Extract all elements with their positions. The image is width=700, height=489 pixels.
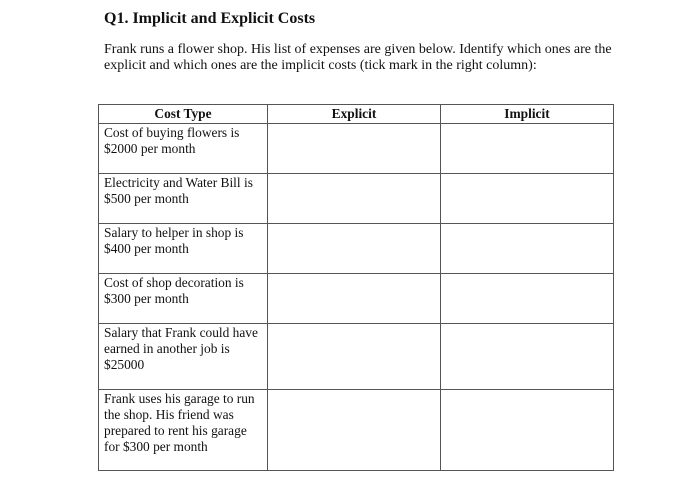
- implicit-tick-cell[interactable]: [441, 324, 614, 390]
- implicit-tick-cell[interactable]: [441, 174, 614, 224]
- cost-type-cell: Frank uses his garage to run the shop. His friend was prepared to rent his garage for $300 per month: [99, 390, 268, 471]
- table-row: [99, 124, 614, 174]
- explicit-tick-cell[interactable]: [268, 324, 441, 390]
- implicit-tick-cell[interactable]: [441, 274, 614, 324]
- question-title: Q1. Implicit and Explicit Costs: [104, 10, 316, 27]
- table-header-row: [99, 105, 614, 124]
- table-row: [99, 324, 614, 390]
- cost-type-cell: Cost of shop decoration is $300 per month: [99, 274, 268, 324]
- explicit-tick-cell[interactable]: [268, 274, 441, 324]
- cost-type-cell: Salary that Frank could have earned in another job is $25000: [99, 324, 268, 390]
- explicit-tick-cell[interactable]: [268, 174, 441, 224]
- header-explicit: Explicit: [268, 105, 441, 124]
- cost-type-cell: Cost of buying flowers is $2000 per month: [99, 124, 268, 174]
- header-implicit: Implicit: [441, 105, 614, 124]
- cost-table: [98, 104, 614, 471]
- explicit-tick-cell[interactable]: [268, 224, 441, 274]
- explicit-tick-cell[interactable]: [268, 390, 441, 471]
- table-row: [99, 390, 614, 471]
- implicit-tick-cell[interactable]: [441, 390, 614, 471]
- cost-type-cell: Electricity and Water Bill is $500 per month: [99, 174, 268, 224]
- table-row: [99, 224, 614, 274]
- implicit-tick-cell[interactable]: [441, 224, 614, 274]
- table-row: [99, 274, 614, 324]
- explicit-tick-cell[interactable]: [268, 124, 441, 174]
- implicit-tick-cell[interactable]: [441, 124, 614, 174]
- table-row: [99, 174, 614, 224]
- cost-type-cell: Salary to helper in shop is $400 per month: [99, 224, 268, 274]
- question-intro: Frank runs a flower shop. His list of expenses are given below. Identify which ones are the explicit and which ones are the implicit costs (tick mark in the right column):: [104, 42, 612, 73]
- header-cost-type: Cost Type: [99, 105, 268, 124]
